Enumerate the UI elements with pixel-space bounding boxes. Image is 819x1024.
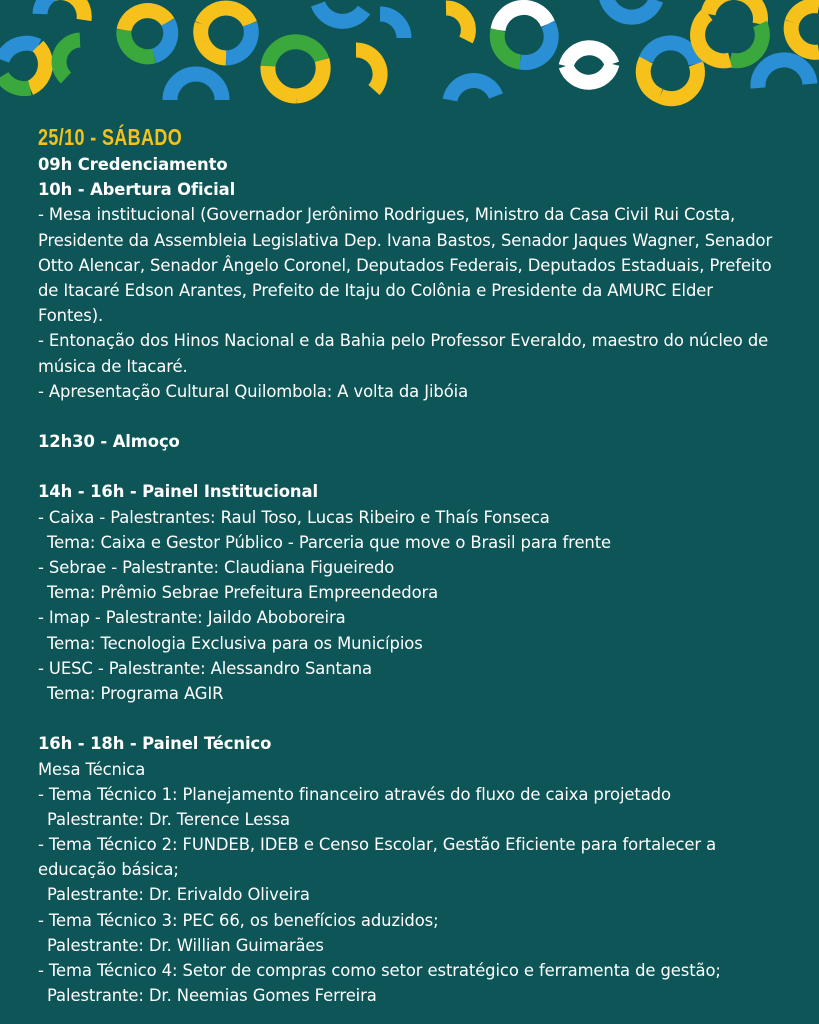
schedule-item-title: 12h30 - Almoço: [38, 432, 180, 452]
ring-shape: [170, 74, 222, 100]
schedule-text: - Apresentação Cultural Quilombola: A volta da Jibóia: [38, 381, 469, 401]
ring-shape: [643, 43, 697, 99]
schedule-item-title: 14h - 16h - Painel Institucional: [38, 482, 318, 502]
ring-shape: [758, 60, 810, 88]
ring-shape: [40, 0, 84, 20]
ring-shape: [791, 6, 819, 53]
ring-shape: [201, 8, 252, 58]
schedule-text: Palestrante: Dr. Erivaldo Oliveira: [47, 885, 310, 905]
ring-shape: [446, 8, 468, 40]
schedule-text: Otto Alencar, Senador Ângelo Coronel, Deputados Federais, Deputados Estaduais, Prefeito: [38, 255, 772, 275]
spacer: [38, 454, 798, 479]
spacer: [38, 404, 798, 429]
schedule-text: - Tema Técnico 4: Setor de compras como setor estratégico e ferramenta de gestão;: [38, 961, 721, 980]
schedule-text: Tema: Caixa e Gestor Público - Parceria que move o Brasil para frente: [47, 532, 612, 552]
ring-shape: [356, 14, 404, 90]
schedule-text: Mesa Técnica: [38, 759, 146, 779]
schedule-text: - Mesa institucional (Governador Jerônimo Rodrigues, Ministro da Casa Civil Rui Costa,: [38, 205, 736, 225]
ring-shape: [497, 7, 551, 62]
schedule-text: Palestrante: Dr. Willian Guimarães: [47, 935, 324, 955]
schedule-item-title: 10h - Abertura Oficial: [38, 180, 236, 200]
schedule-text: - Tema Técnico 2: FUNDEB, IDEB e Censo Escolar, Gestão Eficiente para fortalecer a: [38, 835, 717, 855]
schedule-text: Palestrante: Dr. Terence Lessa: [47, 809, 291, 829]
ring-shape: [59, 40, 80, 78]
schedule-text: Tema: Prêmio Sebrae Prefeitura Empreendedora: [47, 583, 439, 603]
ring-shape: [124, 11, 171, 57]
schedule-text: Presidente da Assembleia Legislativa Dep. Ivana Bastos, Senador Jaques Wagner, Senador: [38, 230, 773, 250]
schedule-text: Palestrante: Dr. Neemias Gomes Ferreira: [47, 986, 377, 1006]
schedule-item-title: 09h Credenciamento: [38, 155, 228, 174]
ring-shape: [2, 43, 45, 88]
ring-shape: [606, 0, 656, 17]
schedule-text: de Itacaré Edson Arantes, Prefeito de Itaju do Colônia e Presidente da AMURC Elder: [38, 280, 713, 300]
schedule-item-title: 16h - 18h - Painel Técnico: [38, 734, 272, 754]
ring-shape: [566, 48, 612, 82]
schedule-text: - Tema Técnico 1: Planejamento financeiro através do fluxo de caixa projetado: [38, 784, 671, 804]
schedule-text: - UESC - Palestrante: Alessandro Santana: [38, 658, 372, 678]
schedule-text: Tema: Tecnologia Exclusiva para os Municípios: [47, 633, 423, 653]
schedule-text: - Sebrae - Palestrante: Claudiana Figueiredo: [38, 558, 395, 577]
schedule-text: educação básica;: [38, 860, 179, 880]
ring-shape: [318, 4, 364, 21]
schedule-text: - Tema Técnico 3: PEC 66, os benefícios aduzidos;: [38, 910, 439, 930]
schedule-text: música de Itacaré.: [38, 356, 188, 376]
decorative-banner: [0, 0, 819, 112]
spacer: [38, 706, 798, 731]
schedule-content: [38, 122, 798, 1008]
date-heading: 25/10 - SÁBADO: [38, 124, 183, 150]
schedule-text: - Caixa - Palestrantes: Raul Toso, Lucas Ribeiro e Thaís Fonseca: [38, 507, 550, 527]
ring-pattern-graphic: [0, 0, 819, 112]
schedule-text: Tema: Programa AGIR: [47, 683, 224, 703]
ring-shape: [450, 81, 496, 100]
ring-shape: [698, 0, 763, 61]
schedule-text: - Entonação dos Hinos Nacional e da Bahia pelo Professor Everaldo, maestro do núcleo de: [38, 331, 769, 351]
ring-shape: [268, 42, 323, 96]
schedule-text: - Imap - Palestrante: Jaildo Aboboreira: [38, 608, 346, 628]
schedule-text: Fontes).: [38, 306, 104, 326]
